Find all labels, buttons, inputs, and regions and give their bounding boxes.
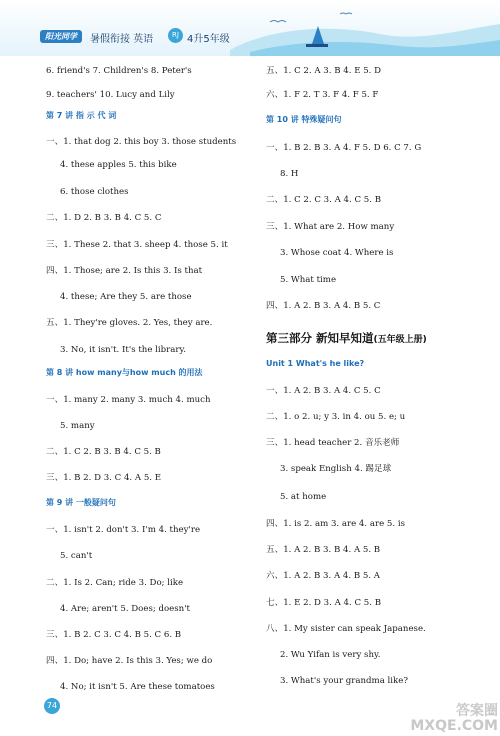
answer-line: 四、1. Do; have 2. Is this 3. Yes; we do bbox=[46, 656, 213, 666]
answer-line: 6. friend's 7. Children's 8. Peter's bbox=[46, 66, 192, 76]
answer-line: 三、1. What are 2. How many bbox=[266, 222, 395, 232]
answer-line: 六、1. A 2. B 3. A 4. B 5. A bbox=[266, 571, 381, 581]
section-heading: 第 9 讲 一般疑问句 bbox=[46, 498, 116, 507]
answer-line: 4. these apples 5. this bike bbox=[60, 160, 177, 170]
answer-line: 4. Are; aren't 5. Does; doesn't bbox=[60, 604, 190, 614]
answer-line: 三、1. B 2. C 3. C 4. B 5. C 6. B bbox=[46, 630, 182, 640]
part-heading bbox=[266, 330, 427, 346]
answer-line: 5. many bbox=[60, 421, 95, 431]
answer-line: 4. No; it isn't 5. Are these tomatoes bbox=[60, 682, 215, 692]
section-heading: Unit 1 What's he like? bbox=[266, 359, 365, 368]
answer-line: 二、1. o 2. u; y 3. in 4. ou 5. e; u bbox=[266, 412, 406, 422]
answer-line: 5. What time bbox=[280, 275, 337, 285]
answer-line: 一、1. B 2. B 3. A 4. F 5. D 6. C 7. G bbox=[266, 143, 422, 153]
section-heading: 第 8 讲 how many与how much 的用法 bbox=[46, 368, 203, 377]
answer-line: 六、1. F 2. T 3. F 4. F 5. F bbox=[266, 90, 379, 100]
answer-line: 八、1. My sister can speak Japanese. bbox=[266, 624, 426, 634]
answer-line: 6. those clothes bbox=[60, 187, 129, 197]
answer-line: 三、1. head teacher 2. 音乐老师 bbox=[266, 438, 400, 448]
watermark bbox=[410, 704, 498, 734]
answer-line: 3. Whose coat 4. Where is bbox=[280, 248, 394, 258]
grade-label: 4升5年级 bbox=[187, 34, 230, 45]
answer-line: 二、1. D 2. B 3. B 4. C 5. C bbox=[46, 213, 162, 223]
answer-line: 3. No, it isn't. It's the library. bbox=[60, 345, 186, 355]
page-number: 74 bbox=[44, 698, 60, 714]
answer-line: 一、1. A 2. B 3. A 4. C 5. C bbox=[266, 386, 381, 396]
answer-line: 9. teachers' 10. Lucy and Lily bbox=[46, 90, 175, 100]
part-title: 第三部分 新知早知道 bbox=[266, 331, 374, 345]
brand-logo: 阳光同学 bbox=[40, 30, 82, 43]
answer-line: 3. What's your grandma like? bbox=[280, 676, 408, 686]
answer-line: 二、1. C 2. C 3. A 4. C 5. B bbox=[266, 195, 382, 205]
answer-line: 一、1. that dog 2. this boy 3. those students bbox=[46, 137, 237, 147]
answer-line: 一、1. many 2. many 3. much 4. much bbox=[46, 395, 211, 405]
answer-line: 四、1. is 2. am 3. are 4. are 5. is bbox=[266, 519, 405, 529]
answer-line: 七、1. E 2. D 3. A 4. C 5. B bbox=[266, 598, 382, 608]
answer-line: 五、1. C 2. A 3. B 4. E 5. D bbox=[266, 66, 382, 76]
answer-line: 5. can't bbox=[60, 551, 93, 561]
answer-line: 5. at home bbox=[280, 492, 327, 502]
section-heading: 第 7 讲 指 示 代 词 bbox=[46, 111, 117, 120]
watermark-logo: 答案圈 bbox=[456, 703, 498, 719]
part-subtitle: (五年级上册) bbox=[373, 335, 427, 345]
answer-line: 四、1. A 2. B 3. A 4. B 5. C bbox=[266, 301, 381, 311]
answer-line: 三、1. B 2. D 3. C 4. A 5. E bbox=[46, 473, 162, 483]
answer-line: 8. H bbox=[280, 169, 299, 179]
answer-line: 五、1. A 2. B 3. B 4. A 5. B bbox=[266, 545, 381, 555]
answer-line: 一、1. isn't 2. don't 3. I'm 4. they're bbox=[46, 525, 201, 535]
section-heading: 第 10 讲 特殊疑问句 bbox=[266, 115, 342, 124]
answer-line: 四、1. Those; are 2. Is this 3. Is that bbox=[46, 266, 203, 276]
answer-line: 3. speak English 4. 踢足球 bbox=[280, 464, 392, 474]
answer-line: 二、1. C 2. B 3. B 4. C 5. B bbox=[46, 447, 161, 457]
answer-line: 三、1. These 2. that 3. sheep 4. those 5. it bbox=[46, 240, 228, 250]
page-header bbox=[0, 0, 500, 56]
answer-line: 五、1. They're gloves. 2. Yes, they are. bbox=[46, 318, 213, 328]
answer-line: 4. these; Are they 5. are those bbox=[60, 292, 192, 302]
watermark-url: MXQE.COM bbox=[410, 718, 498, 734]
header-wave-decoration bbox=[0, 0, 500, 56]
book-title: 暑假衔接 英语 bbox=[90, 34, 154, 45]
answer-line: 2. Wu Yifan is very shy. bbox=[280, 650, 381, 660]
answer-line: 二、1. Is 2. Can; ride 3. Do; like bbox=[46, 578, 184, 588]
edition-badge: RJ bbox=[168, 28, 183, 43]
